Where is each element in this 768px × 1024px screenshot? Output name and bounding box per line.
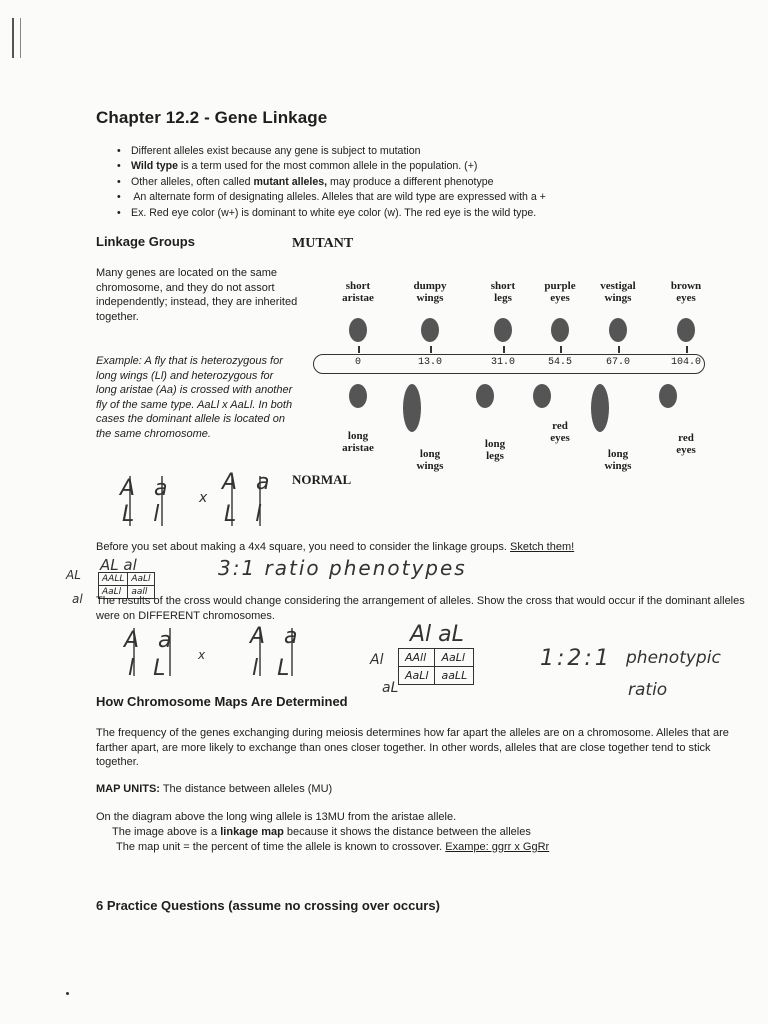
linkage-groups-heading: Linkage Groups (96, 234, 195, 249)
normal-fly-icon (591, 384, 609, 432)
cross1-right-bottom: L l (224, 502, 268, 527)
cross1-right-top: A a (222, 470, 276, 495)
cross1-x: x (199, 490, 208, 506)
cross1-bottom-alleles: L l (122, 502, 166, 527)
normal-trait-label: long wings (416, 448, 444, 472)
cross2-x: x (198, 648, 206, 662)
cross2-chromosome-lines (124, 628, 304, 682)
bullet-item: • Different alleles exist because any gene is subject to mutation (117, 144, 737, 159)
linkage-map-line: The image above is a linkage map because it shows the distance between the alleles (112, 826, 531, 838)
map-tick (560, 346, 562, 353)
cross1-top-alleles: A a (120, 476, 174, 501)
practice-heading: 6 Practice Questions (assume no crossing over occurs) (96, 898, 440, 913)
square2-cell: AaLl (399, 667, 435, 685)
square1-cell: AaLl (99, 586, 128, 599)
bullet-list (117, 144, 737, 221)
page-title: Chapter 12.2 - Gene Linkage (96, 108, 328, 127)
square2-side1: Al (370, 652, 384, 668)
cross2-top-right: A a (250, 624, 304, 649)
mutant-trait-label: purple eyes (544, 280, 576, 304)
square1-side2: al (72, 592, 83, 606)
mutant-fly-icon (677, 318, 695, 342)
map-tick (430, 346, 432, 353)
margin-mark (12, 18, 21, 58)
cross2-bottom-right: l L (252, 656, 296, 681)
map-position: 0 (354, 357, 361, 368)
chromosome-maps-heading: How Chromosome Maps Are Determined (96, 694, 348, 709)
normal-fly-icon (533, 384, 551, 408)
map-tick (358, 346, 360, 353)
map-position: 67.0 (605, 357, 630, 368)
mutant-trait-label: vestigal wings (600, 280, 636, 304)
example-paragraph: Example: A fly that is heterozygous for long wings (Ll) and heterozygous for long aristae (Aa) is crossed with another fly of the same type. AaLl x AaLl. In both cases the dominant allele is located on the same chromosome. (96, 355, 293, 440)
square1-cell: AaLl (128, 573, 154, 586)
mutant-fly-icon (609, 318, 627, 342)
map-position: 54.5 (547, 357, 572, 368)
linkage-paragraph: Many genes are located on the same chromosome, and they do not assort independently; instead, they are inherited together. (96, 267, 298, 323)
mutant-trait-label: dumpy wings (413, 280, 447, 304)
bullet-item: • Wild type is a term used for the most common allele in the population. (+) (117, 159, 737, 174)
map-position: 104.0 (670, 357, 701, 368)
normal-fly-icon (403, 384, 421, 432)
square1-side1: AL (66, 568, 81, 582)
square2-cell: AaLl (435, 649, 474, 667)
diagram-line: On the diagram above the long wing allele is 13MU from the aristae allele. (96, 811, 457, 823)
ratio-note-2: 1:2:1 (540, 646, 612, 671)
punnett-square-2 (398, 648, 474, 685)
map-position: 13.0 (417, 357, 442, 368)
normal-trait-label: long wings (604, 448, 632, 472)
map-position: 31.0 (490, 357, 515, 368)
square2-side2: aL (382, 680, 399, 696)
map-tick (686, 346, 688, 353)
before-square-text: Before you set about making a 4x4 square, you need to consider the linkage groups. Sketch them! (96, 541, 575, 553)
mutant-fly-icon (349, 318, 367, 342)
normal-fly-icon (476, 384, 494, 408)
normal-trait-label: long aristae (342, 430, 374, 454)
mutant-trait-label: brown eyes (670, 280, 702, 304)
ratio-note-2c: ratio (628, 680, 668, 700)
square1-top-labels: AL al (100, 556, 137, 574)
mutant-trait-label: short aristae (342, 280, 374, 304)
normal-label: NORMAL (292, 472, 352, 487)
normal-trait-label: red eyes (550, 420, 570, 444)
bullet-item: • Other alleles, often called mutant alleles, may produce a different phenotype (117, 175, 737, 190)
mutant-fly-icon (551, 318, 569, 342)
square1-cell: aall (128, 586, 154, 599)
mutant-fly-icon (494, 318, 512, 342)
square1-cell: AALL (99, 573, 128, 586)
ratio-note-2b: phenotypic (626, 648, 721, 668)
map-tick (503, 346, 505, 353)
mutant-trait-label: short legs (490, 280, 516, 304)
mutant-label: MUTANT (292, 236, 354, 251)
cross1-chromosome-lines (120, 476, 280, 530)
map-tick (618, 346, 620, 353)
square2-cell: AAll (399, 649, 435, 667)
ratio-note-1: 3:1 ratio phenotypes (218, 556, 467, 580)
normal-fly-icon (659, 384, 677, 408)
bullet-item: • An alternate form of designating alleles. Alleles that are wild type are expressed with a + (117, 190, 737, 205)
stray-mark (66, 992, 69, 995)
normal-trait-label: red eyes (676, 432, 696, 456)
cross2-bottom-left: l L (128, 656, 172, 681)
map-units-line: MAP UNITS: The distance between alleles (MU) (96, 783, 333, 795)
square2-top-labels: Al aL (410, 622, 464, 647)
results-text: The results of the cross would change considering the arrangement of alleles. Show the cross that would occur if the dominant alleles were on DIFFERENT chromosomes. (96, 595, 745, 622)
map-unit-line: The map unit = the percent of time the allele is known to crossover. Exampe: ggrr x GgRr (116, 841, 550, 853)
bullet-item: • Ex. Red eye color (w+) is dominant to white eye color (w). The red eye is the wild type. (117, 206, 737, 221)
cross2-top-left: A a (124, 628, 178, 653)
normal-trait-label: long legs (484, 438, 506, 462)
frequency-paragraph: The frequency of the genes exchanging during meiosis determines how far apart the alleles are on a chromosome. Alleles that are farther apart, are more likely to exchange than ones closer together. In other words, alleles that are close together tend to stick together. (96, 727, 729, 769)
normal-fly-icon (349, 384, 367, 408)
square2-cell: aaLL (435, 667, 474, 685)
mutant-fly-icon (421, 318, 439, 342)
